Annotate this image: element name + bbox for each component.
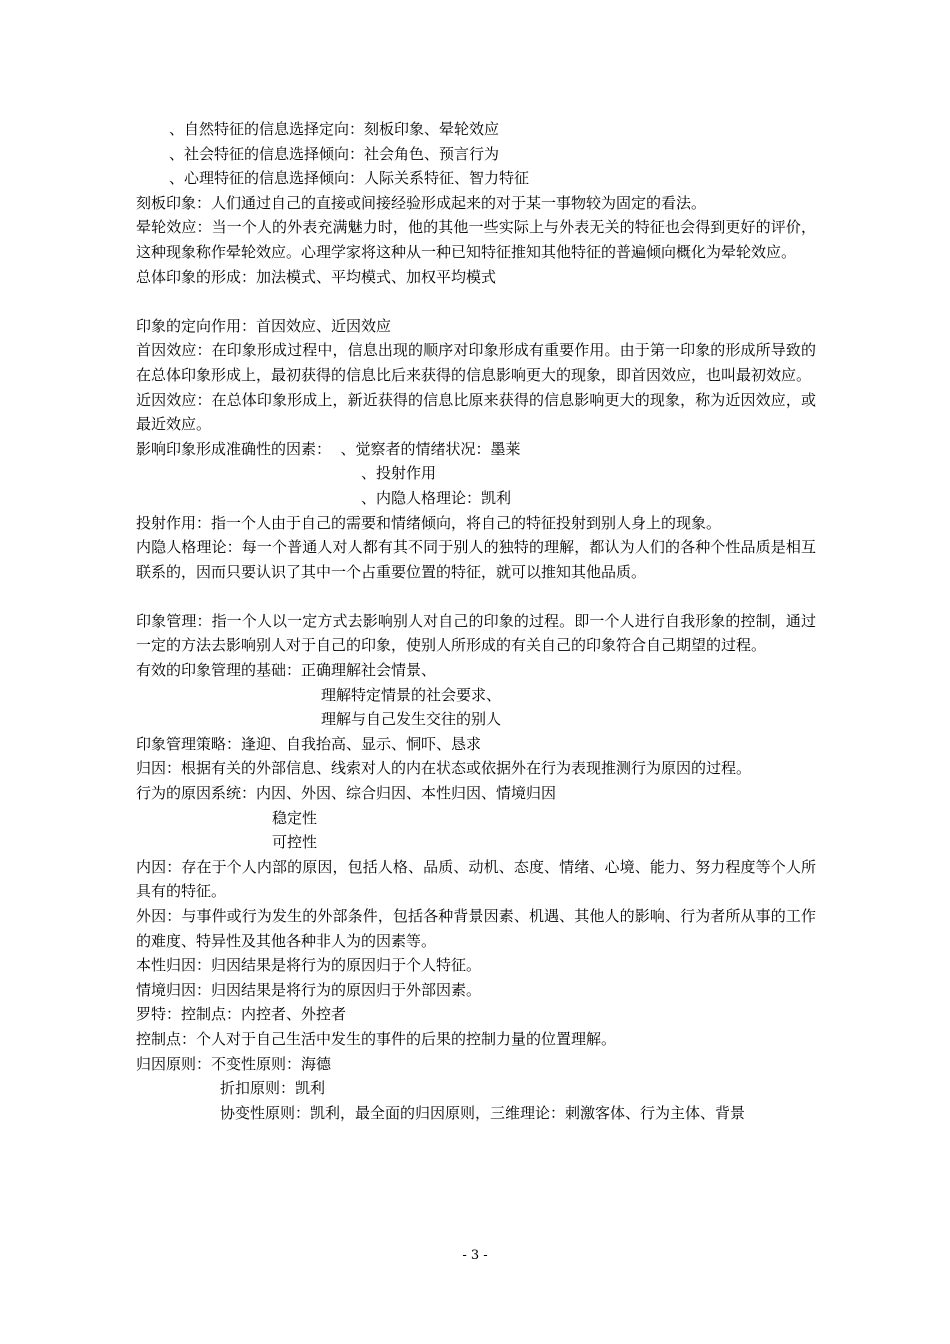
text-line: 情境归因：归因结果是将行为的原因归于外部因素。 (136, 980, 482, 999)
text-line: 罗特：控制点：内控者、外控者 (136, 1005, 347, 1024)
text-line: 刻板印象：人们通过自己的直接或间接经验形成起来的对于某一事物较为固定的看法。 (136, 193, 707, 212)
blank-line (136, 584, 816, 609)
text-line: 有效的印象管理的基础：正确理解社会情景、 (136, 661, 437, 680)
text-line: 、内隐人格理论：凯利 (361, 488, 512, 507)
text-line: 、心理特征的信息选择倾向：人际关系特征、智力特征 (169, 169, 530, 188)
paragraph: 首因效应：在印象形成过程中，信息出现的顺序对印象形成有重要作用。由于第一印象的形成所导致的在总体印象形成上，最初获得的信息比后来获得的信息影响更大的现象，即首因效应，也叫最初效应。 (136, 341, 816, 384)
text-line: 理解与自己发生交往的别人 (321, 710, 502, 729)
text-line: 归因：根据有关的外部信息、线索对人的内在状态或依据外在行为表现推测行为原因的过程。 (136, 759, 752, 778)
text-line: 、自然特征的信息选择定向：刻板印象、晕轮效应 (169, 120, 500, 138)
text-line: 、投射作用 (361, 464, 437, 483)
paragraph: 印象管理：指一个人以一定方式去影响别人对自己的印象的过程。即一个人进行自我形象的控制，通过一定的方法去影响别人对于自己的印象，使别人所形成的有关自己的印象符合自己期望的过程。 (136, 611, 816, 655)
text-line: 协变性原则：凯利，最全面的归因原则，三维理论：刺激客体、行为主体、背景 (220, 1103, 746, 1122)
text-line: 控制点：个人对于自己生活中发生的事件的后果的控制力量的位置理解。 (136, 1029, 617, 1048)
text-line: 总体印象的形成：加法模式、平均模式、加权平均模式 (136, 267, 497, 286)
page-number: - 3 - (462, 1248, 488, 1263)
blank-line (136, 289, 816, 314)
text-line: 可控性 (272, 833, 318, 852)
text-line: 归因原则：不变性原则：海德 (136, 1054, 332, 1073)
text-line: 折扣原则：凯利 (220, 1079, 326, 1098)
text-line: 投射作用：指一个人由于自己的需要和情绪倾向，将自己的特征投射到别人身上的现象。 (136, 513, 722, 532)
text-line: 、社会特征的信息选择倾向：社会角色、预言行为 (169, 144, 500, 163)
paragraph: 内因：存在于个人内部的原因，包括人格、品质、动机、态度、情绪、心境、能力、努力程度等个人所具有的特征。 (136, 857, 816, 901)
paragraph: 内隐人格理论：每一个普通人对人都有其不同于别人的独特的理解，都认为人们的各种个性品质是相互联系的，因而只要认识了其中一个占重要位置的特征，就可以推知其他品质。 (136, 538, 816, 581)
text-line: 本性归因：归因结果是将行为的原因归于个人特征。 (136, 956, 482, 975)
text-line: 理解特定情景的社会要求、 (321, 685, 502, 704)
paragraph: 外因：与事件或行为发生的外部条件，包括各种背景因素、机遇、其他人的影响、行为者所从事的工作的难度、特异性及其他各种非人为的因素等。 (136, 907, 816, 950)
text-line: 稳定性 (272, 808, 318, 827)
text-line: 影响印象形成准确性的因素： 、觉察者的情绪状况：墨莱 (136, 439, 521, 458)
paragraph: 近因效应：在总体印象形成上，新近获得的信息比原来获得的信息影响更大的现象，称为近因效应，或最近效应。 (136, 390, 816, 434)
text-line: 印象的定向作用：首因效应、近因效应 (136, 316, 392, 335)
text-line: 印象管理策略：逢迎、自我抬高、显示、恫吓、恳求 (136, 734, 482, 753)
text-line: 行为的原因系统：内因、外因、综合归因、本性归因、情境归因 (136, 784, 557, 803)
paragraph: 晕轮效应：当一个人的外表充满魅力时，他的其他一些实际上与外表无关的特征也会得到更好的评价，这种现象称作晕轮效应。心理学家将这种从一种已知特征推知其他特征的普遍倾向概化为晕轮效应。 (136, 218, 816, 261)
document-body (136, 117, 816, 1125)
